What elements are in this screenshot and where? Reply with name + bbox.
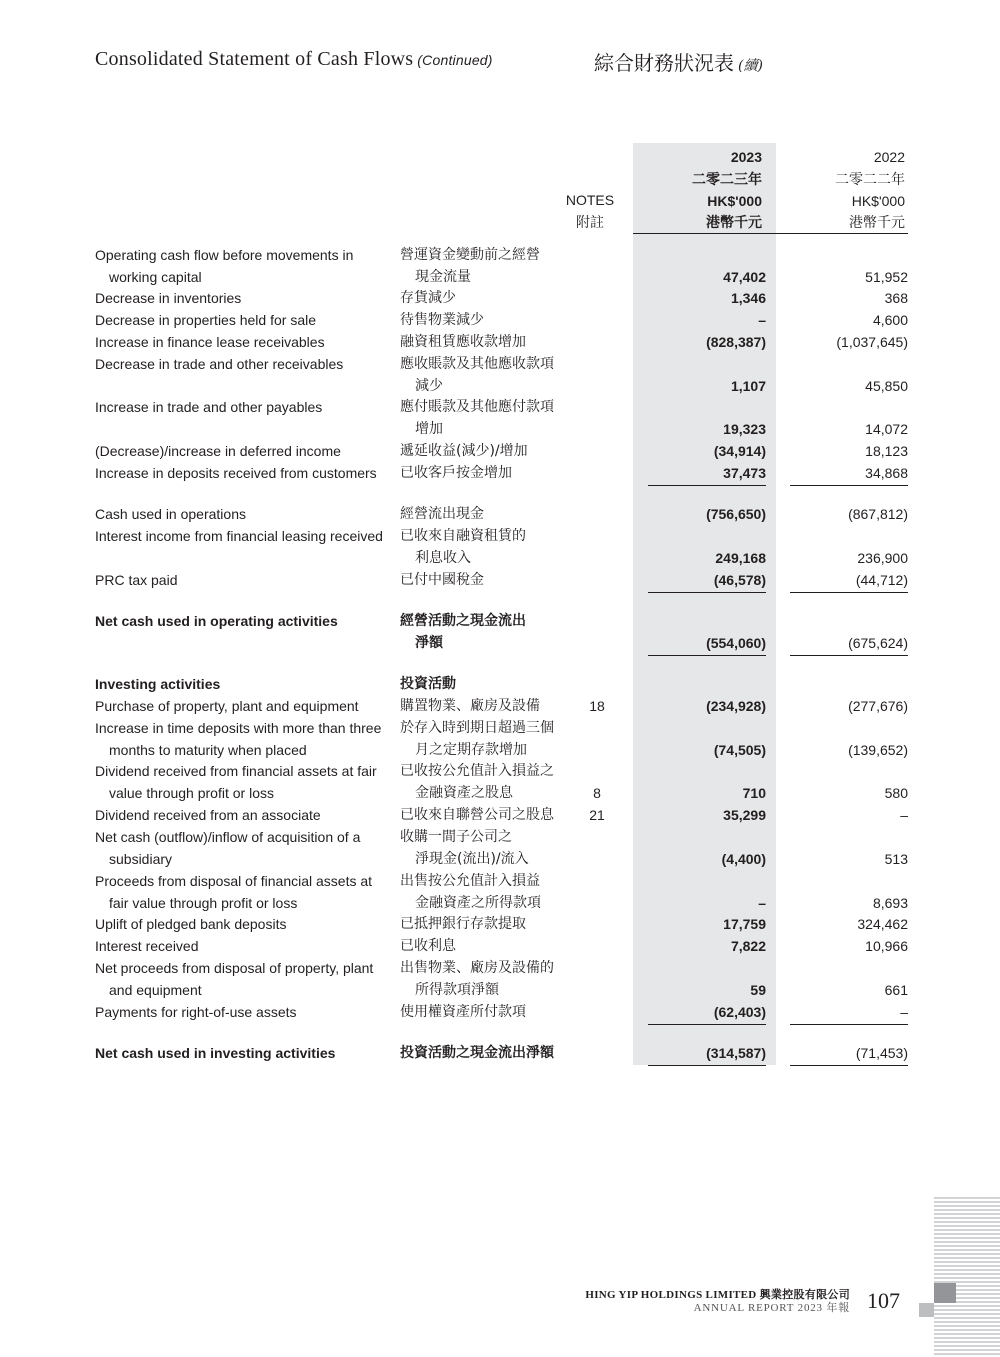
subtotal-rule-2023 xyxy=(648,592,766,593)
decorative-square xyxy=(919,1303,934,1317)
decorative-square xyxy=(934,1283,956,1303)
total-rule-2022 xyxy=(790,655,908,656)
subtotal-rule-2022 xyxy=(790,485,908,486)
page-title-zh: 綜合財務狀況表 (續) xyxy=(594,51,763,75)
total-rule-2022 xyxy=(790,1065,908,1066)
subtotal-rule-2022 xyxy=(790,592,908,593)
header-rule-2023 xyxy=(633,233,776,234)
footer-company: HING YIP HOLDINGS LIMITED 興業控股有限公司 xyxy=(585,1289,850,1301)
decorative-stripes xyxy=(934,1197,1000,1357)
notes-column-header: NOTES 附註 xyxy=(565,192,615,230)
subtotal-rule-2023 xyxy=(648,485,766,486)
page-number: 107 xyxy=(867,1288,900,1313)
year-2023-column-header: 2023 二零二三年 HK$'000 港幣千元 xyxy=(692,149,762,231)
subtotal-rule-2022 xyxy=(790,1024,908,1025)
subtotal-rule-2023 xyxy=(648,1024,766,1025)
year-2022-column-header: 2022 二零二二年 HK$'000 港幣千元 xyxy=(835,149,905,231)
page-title-en: Consolidated Statement of Cash Flows (Continued) xyxy=(95,48,493,70)
footer-report: ANNUAL REPORT 2023 年報 xyxy=(693,1302,850,1314)
header-rule-2022 xyxy=(776,233,908,234)
total-rule-2023 xyxy=(648,655,766,656)
total-rule-2023 xyxy=(648,1065,766,1066)
